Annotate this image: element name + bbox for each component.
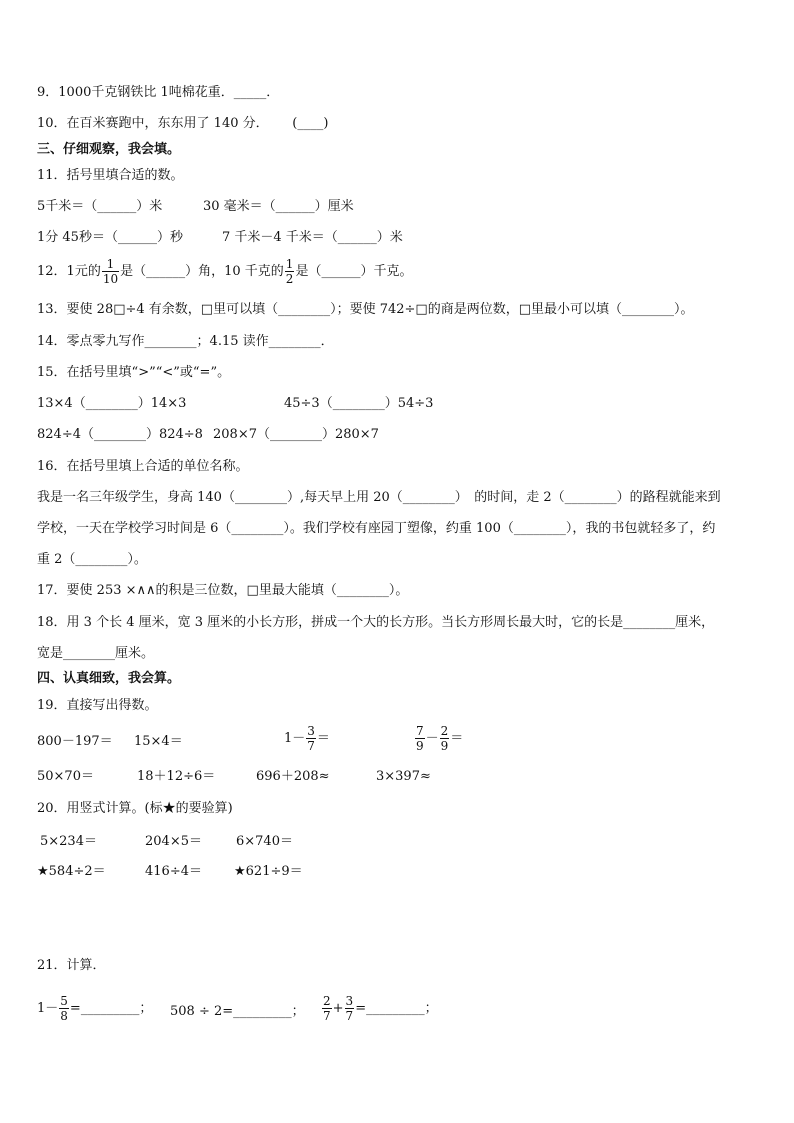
expr-operator: + <box>332 1001 344 1016</box>
fraction-denominator: 7 <box>323 1009 331 1023</box>
question-16-line-2: 学校，一天在学校学习时间是 6（________）。我们学校有座园丁塑像，约重 100（________），我的书包就轻多了，约 <box>37 521 716 536</box>
question-20-a: 5×234＝ <box>40 834 97 849</box>
question-20-f: ★621÷9＝ <box>234 864 303 879</box>
expr-suffix: =_________； <box>355 1001 438 1016</box>
section-3-heading: 三、仔细观察，我会填。 <box>37 142 181 157</box>
expr-prefix: 1－ <box>37 1001 59 1016</box>
question-15-a: 13×4（________）14×3 <box>37 396 187 411</box>
question-14: 14．零点零九写作________；4.15 读作________． <box>37 334 334 349</box>
question-12-part1: 12．1元的 <box>37 264 101 279</box>
fraction-numerator: 3 <box>307 724 315 738</box>
question-19-d <box>414 724 463 753</box>
question-18-line-1: 18．用 3 个长 4 厘米，宽 3 厘米的小长方形，拼成一个大的长方形。当长方形周长最大时，它的长是________厘米， <box>37 615 715 630</box>
question-11-a: 5千米＝（______）米 <box>37 199 163 214</box>
question-19-a: 800－197＝ <box>37 734 113 749</box>
question-19-g: 696＋208≈ <box>256 769 330 784</box>
question-20-c: 6×740＝ <box>236 834 293 849</box>
question-19-b: 15×4＝ <box>134 734 183 749</box>
question-15-d: 208×7（________）280×7 <box>213 427 379 442</box>
question-20-e: 416÷4＝ <box>145 864 202 879</box>
fraction-denominator: 10 <box>102 272 119 286</box>
fraction-denominator: 8 <box>60 1009 68 1023</box>
fraction-numerator: 2 <box>440 724 449 738</box>
question-12-part2: 是（______）角，10 千克的 <box>120 264 284 279</box>
expr-suffix: =_________； <box>69 1001 153 1016</box>
question-11-c: 1分 45秒＝（______）秒 <box>37 230 183 245</box>
question-21-a <box>37 994 152 1023</box>
question-21-title: 21．计算． <box>37 958 106 973</box>
question-18-line-2: 宽是________厘米。 <box>37 646 155 661</box>
fraction-numerator: 1 <box>102 257 119 272</box>
fraction-denominator: 7 <box>307 739 315 753</box>
section-4-heading: 四、认真细致，我会算。 <box>37 671 181 686</box>
fraction-numerator: 5 <box>60 994 68 1008</box>
question-16-line-1: 我是一名三年级学生，身高 140（________）,每天早上用 20（________） 的时间，走 2（________）的路程就能来到 <box>37 490 721 505</box>
fraction-one-half <box>285 257 295 286</box>
question-13: 13．要使 28□÷4 有余数，□里可以填（________）；要使 742÷□的商是两位数，□里最小可以填（________）。 <box>37 302 694 317</box>
question-21-b: 508 ÷ 2=_________； <box>170 1004 305 1019</box>
fraction-numerator: 3 <box>345 994 354 1008</box>
question-11-d: 7 千米－4 千米＝（______）米 <box>222 230 403 245</box>
question-20-title: 20．用竖式计算。(标★的要验算) <box>37 801 233 816</box>
fraction-one-tenth <box>102 257 119 286</box>
question-11-b: 30 毫米＝（______）厘米 <box>203 199 354 214</box>
question-12-part3: 是（______）千克。 <box>295 264 413 279</box>
fraction-denominator: 2 <box>285 272 294 286</box>
question-15-c: 824÷4（________）824÷8 <box>37 427 203 442</box>
expr-operator: － <box>425 731 439 746</box>
question-10: 10．在百米赛跑中，东东用了 140 分． (____) <box>37 116 329 131</box>
expr-prefix: 1－ <box>284 731 306 746</box>
question-21-c <box>321 994 438 1023</box>
fraction-numerator: 2 <box>323 994 331 1008</box>
question-19-f: 18＋12÷6＝ <box>137 769 216 784</box>
fraction-denominator: 9 <box>416 739 424 753</box>
question-15-title: 15．在括号里填“>”“<”或“=”。 <box>37 365 231 380</box>
question-17: 17．要使 253 ×∧∧的积是三位数，□里最大能填（________）。 <box>37 583 409 598</box>
fraction-denominator: 7 <box>345 1009 354 1023</box>
fraction-five-eighths <box>59 994 69 1023</box>
question-19-e: 50×70＝ <box>37 769 94 784</box>
fraction-three-sevenths <box>345 994 355 1023</box>
question-20-d: ★584÷2＝ <box>37 864 106 879</box>
question-15-b: 45÷3（________）54÷3 <box>284 396 434 411</box>
question-16-line-3: 重 2（________）。 <box>37 552 147 567</box>
question-20-b: 204×5＝ <box>145 834 202 849</box>
question-11-title: 11．括号里填合适的数。 <box>37 168 184 183</box>
question-16-title: 16．在括号里填上合适的单位名称。 <box>37 459 249 474</box>
fraction-seven-ninths <box>415 724 425 753</box>
question-19-h: 3×397≈ <box>376 769 431 784</box>
question-19-c <box>284 724 330 753</box>
fraction-denominator: 9 <box>440 739 449 753</box>
fraction-two-sevenths <box>322 994 332 1023</box>
question-12 <box>37 257 412 286</box>
fraction-numerator: 7 <box>416 724 424 738</box>
question-19-title: 19．直接写出得数。 <box>37 698 158 713</box>
question-9: 9．1000千克钢铁比 1吨棉花重．_____． <box>37 85 280 100</box>
fraction-two-ninths <box>440 724 450 753</box>
fraction-numerator: 1 <box>285 257 294 271</box>
expr-suffix: ＝ <box>316 731 330 746</box>
expr-suffix: ＝ <box>450 731 464 746</box>
fraction-three-sevenths <box>306 724 316 753</box>
